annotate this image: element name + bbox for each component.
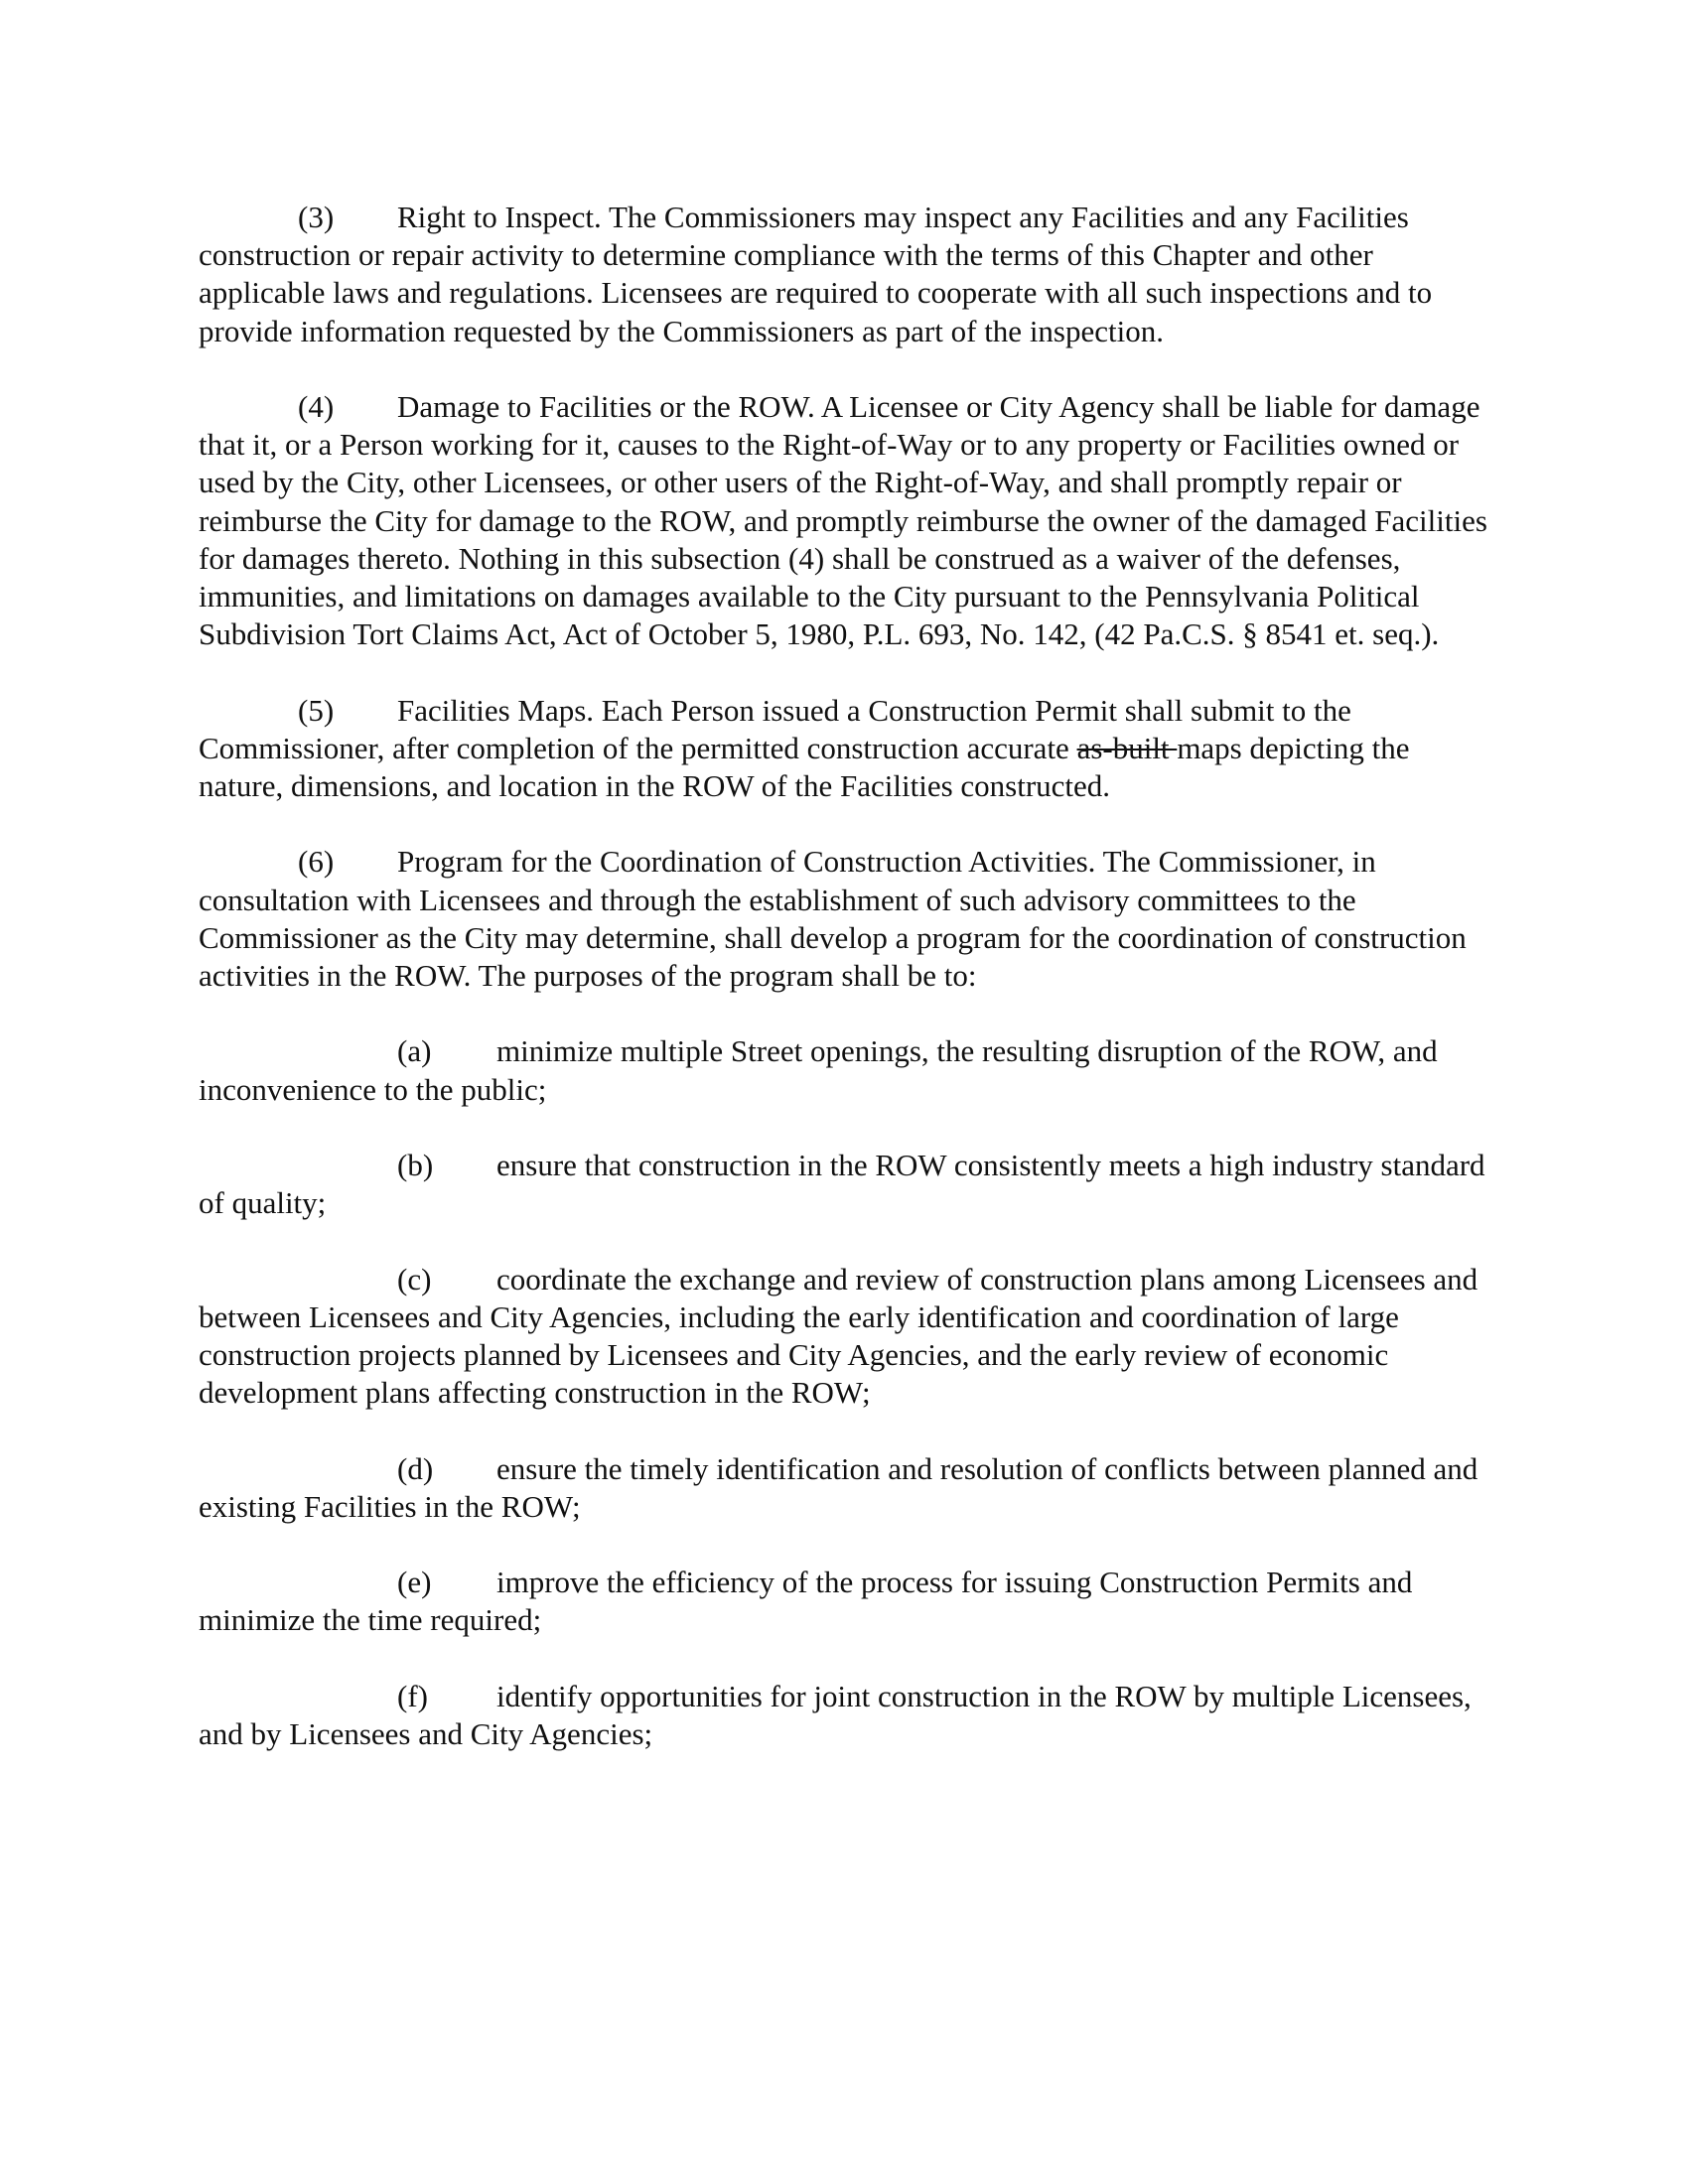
- subitem-e-text: improve the efficiency of the process for issuing Construction Permits and minimize the time required;: [199, 1565, 1413, 1638]
- section-6-paragraph: [199, 843, 1499, 995]
- section-3-number: (3): [298, 200, 335, 234]
- subitem-c-text: coordinate the exchange and review of construction plans among Licensees and between Licensees and City Agencies, including the early identification and coordination of large construction projects planned by Licensees and City Agencies, and the early review of economic development plans affecting construction in the ROW;: [199, 1261, 1478, 1411]
- subitem-a-text: minimize multiple Street openings, the resulting disruption of the ROW, and inconvenience to the public;: [199, 1033, 1438, 1107]
- section-5-number: (5): [298, 692, 335, 728]
- section-3-paragraph: [199, 199, 1499, 350]
- subitem-e-letter: (e): [397, 1565, 432, 1600]
- subitem-d: [199, 1450, 1499, 1526]
- section-6-text: Program for the Coordination of Construction Activities. The Commissioner, in consultation with Licensees and through the establishment of such advisory committees to the Commissioner as the City may determine, shall develop a program for the coordination of construction activities in the ROW. The purposes of the program shall be to:: [199, 844, 1467, 994]
- section-4-number: (4): [298, 389, 335, 424]
- subitem-e: [199, 1564, 1499, 1639]
- section-6-number: (6): [298, 844, 335, 880]
- subitem-b-text: ensure that construction in the ROW consistently meets a high industry standard of quality;: [199, 1148, 1485, 1221]
- document-page: [199, 199, 1499, 1791]
- section-4-text: Damage to Facilities or the ROW. A Licensee or City Agency shall be liable for damage that it, or a Person working for it, causes to the Right-of-Way or to any property or Facilities owned or used by the City, other Licensees, or other users of the Right-of-Way, and shall promptly repair or reimburse the City for damage to the ROW, and promptly reimburse the owner of the damaged Facilities for damages thereto. Nothing in this subsection (4) shall be construed as a waiver of the defenses, immunities, and limitations on damages available to the City pursuant to the Pennsylvania Political Subdivision Tort Claims Act, Act of October 5, 1980, P.L. 693, No. 142, (42 Pa.C.S. § 8541 et. seq.).: [199, 389, 1487, 652]
- subitem-a-letter: (a): [397, 1033, 432, 1069]
- subitem-f: [199, 1678, 1499, 1753]
- subitem-d-text: ensure the timely identification and resolution of conflicts between planned and existing Facilities in the ROW;: [199, 1450, 1478, 1524]
- section-5-struck-text: as-built: [1076, 730, 1178, 765]
- section-4-paragraph: [199, 388, 1499, 653]
- subitem-d-letter: (d): [397, 1450, 434, 1486]
- section-5-text-after: maps depicting the nature, dimensions, and location in the ROW of the Facilities constructed.: [199, 730, 1410, 804]
- subitem-c-letter: (c): [397, 1261, 432, 1297]
- section-3-text: Right to Inspect. The Commissioners may inspect any Facilities and any Facilities construction or repair activity to determine compliance with the terms of this Chapter and other applicable laws and regulations. Licensees are required to cooperate with all such inspections and to provide information requested by the Commissioners as part of the inspection.: [199, 200, 1433, 348]
- subitem-b: [199, 1147, 1499, 1222]
- section-5-paragraph: [199, 692, 1499, 806]
- subitem-f-letter: (f): [397, 1678, 428, 1713]
- subitem-b-letter: (b): [397, 1148, 434, 1182]
- subitem-a: [199, 1032, 1499, 1108]
- subitem-f-text: identify opportunities for joint construction in the ROW by multiple Licensees, and by Licensees and City Agencies;: [199, 1678, 1472, 1751]
- section-5-text-before: Facilities Maps. Each Person issued a Construction Permit shall submit to the Commissioner, after completion of the permitted construction accurate: [199, 692, 1351, 765]
- subitem-c: [199, 1261, 1499, 1413]
